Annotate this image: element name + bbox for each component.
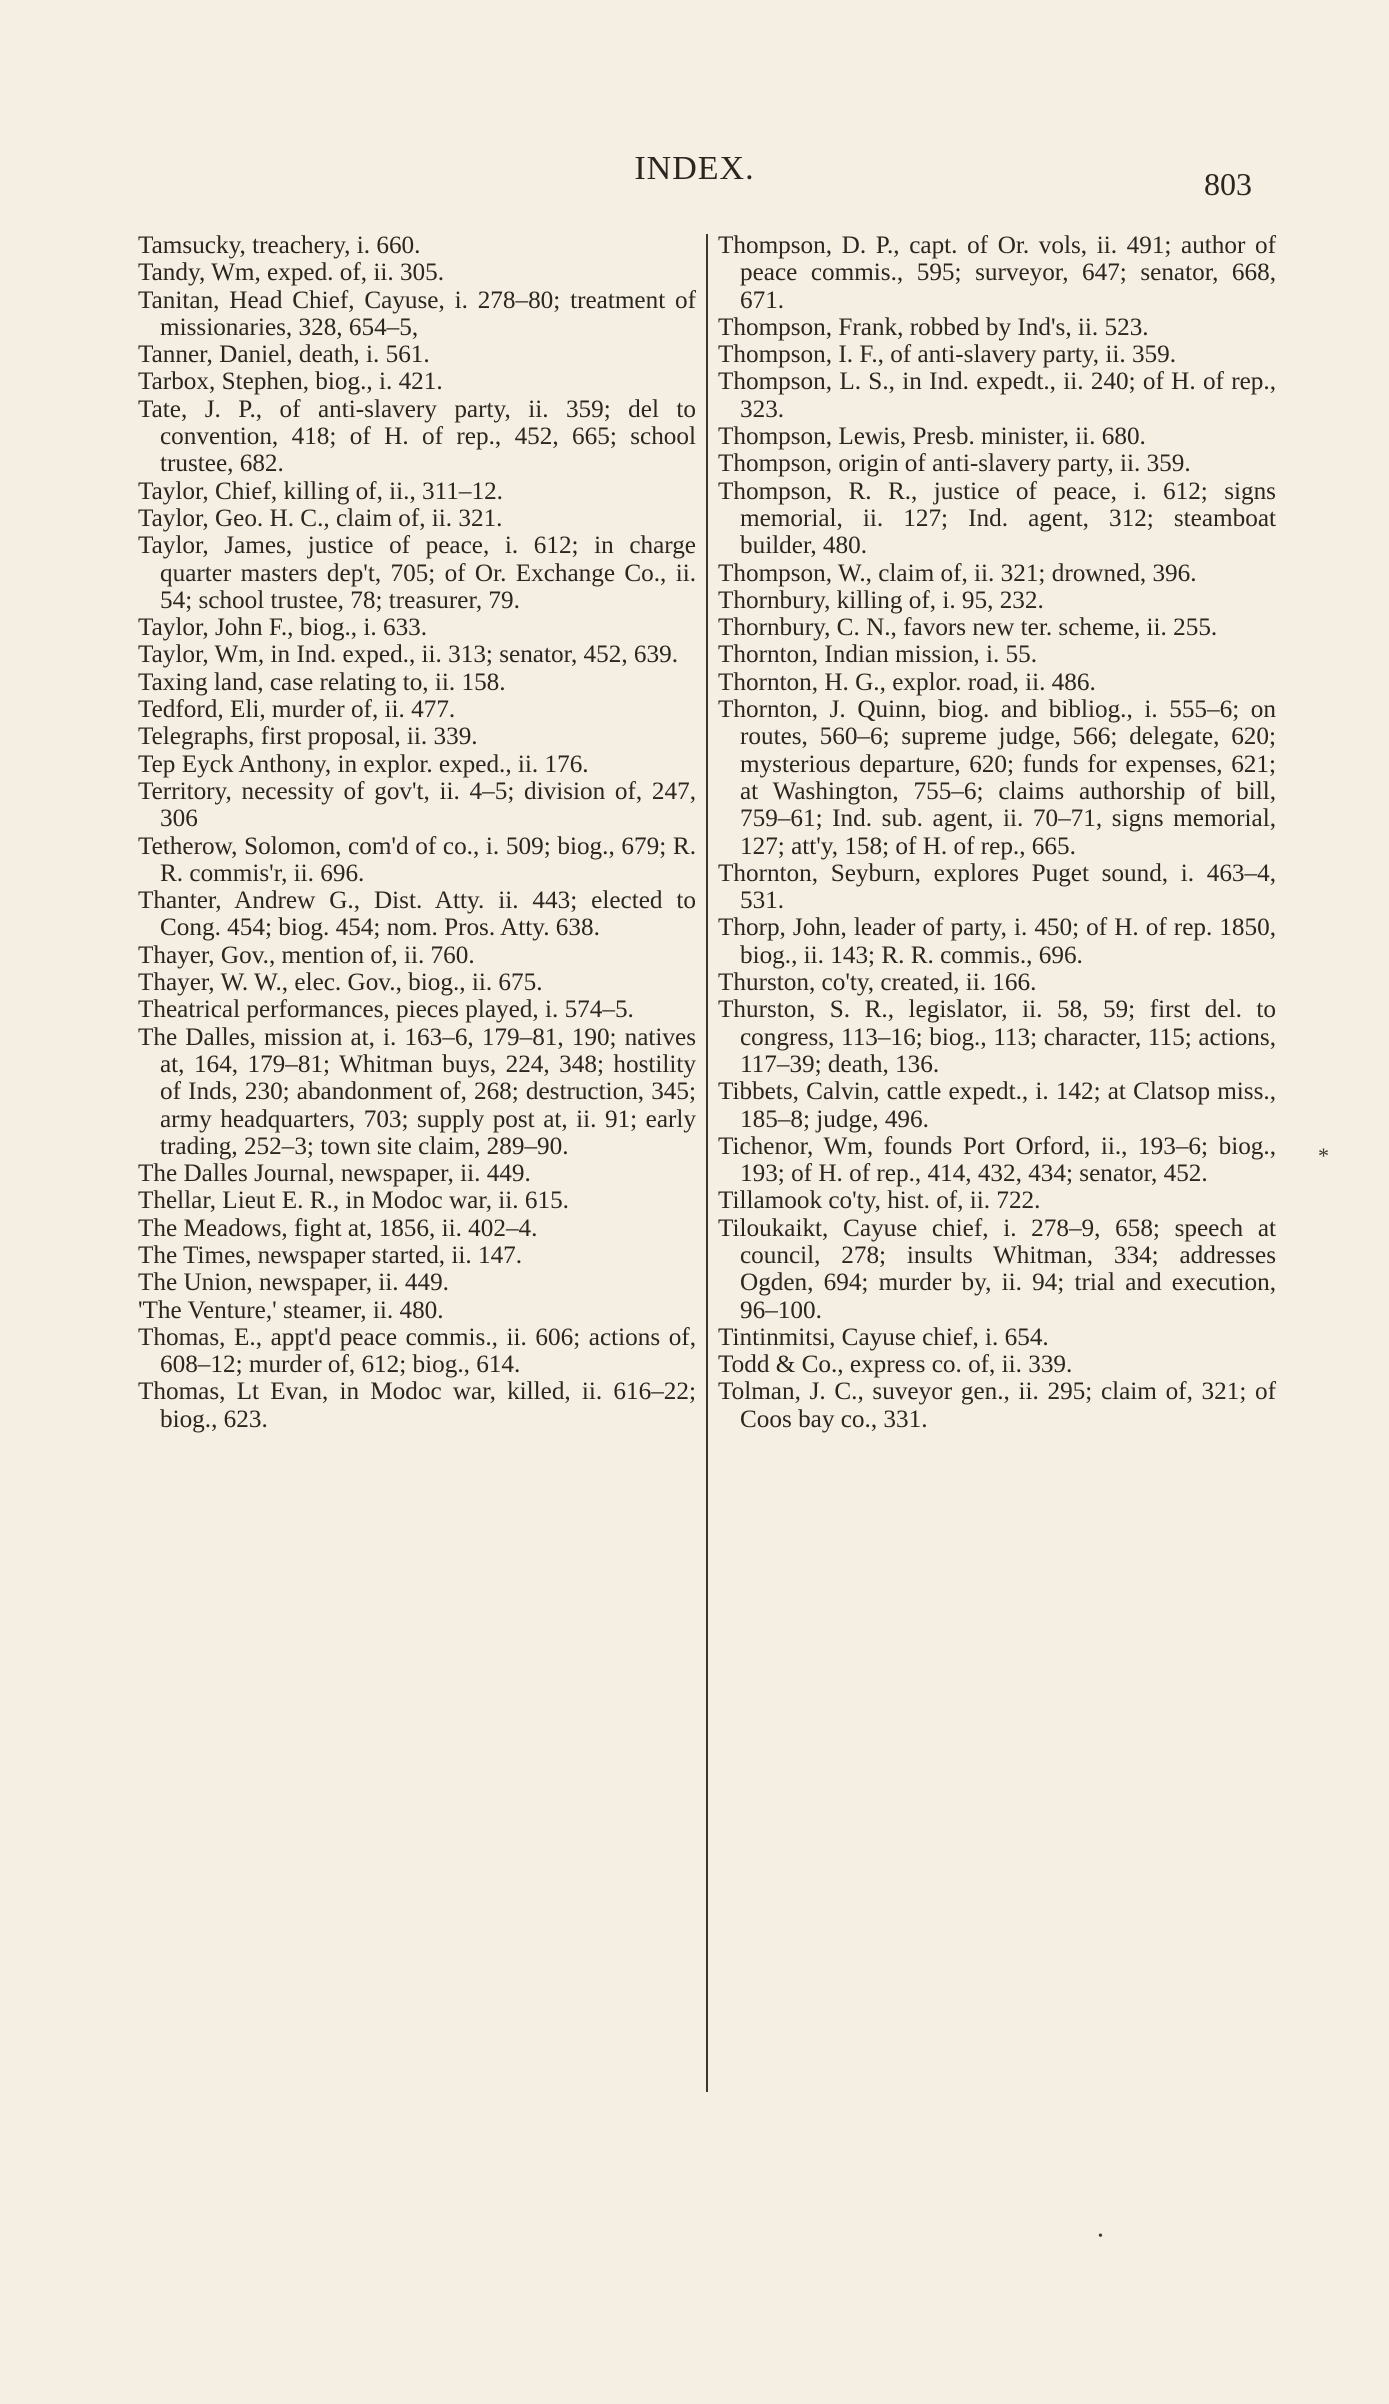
margin-star-mark: * [1318, 1143, 1329, 1168]
right-column [718, 232, 1276, 1433]
index-entry: Thompson, W., claim of, ii. 321; drowned, 396. [718, 559, 1197, 587]
index-entry: Taylor, Chief, killing of, ii., 311–12. [138, 477, 503, 505]
index-entry: Tedford, Eli, murder of, ii. 477. [138, 696, 456, 724]
index-entry: Thomas, E., appt'd peace commis., ii. 606; actions of, 608–12; murder of, 612; biog., 614. [138, 1323, 696, 1379]
stray-dot-mark: • [1098, 2229, 1103, 2244]
index-entry: Taylor, Wm, in Ind. exped., ii. 313; senator, 452, 639. [138, 641, 678, 669]
index-entry: Tichenor, Wm, founds Port Orford, ii., 193–6; biog., 193; of H. of rep., 414, 432, 434; senator, 452. [718, 1132, 1276, 1188]
index-entry: Theatrical performances, pieces played, i. 574–5. [138, 996, 634, 1024]
index-entry: Tillamook co'ty, hist. of, ii. 722. [718, 1187, 1041, 1215]
index-entry: The Dalles Journal, newspaper, ii. 449. [138, 1160, 531, 1188]
index-entry: Thompson, I. F., of anti-slavery party, ii. 359. [718, 341, 1177, 369]
index-entry: Thornbury, killing of, i. 95, 232. [718, 586, 1044, 614]
index-entry: Thomas, Lt Evan, in Modoc war, killed, ii. 616–22; biog., 623. [138, 1378, 696, 1433]
index-entry: The Times, newspaper started, ii. 147. [138, 1241, 523, 1269]
index-entry: Tiloukaikt, Cayuse chief, i. 278–9, 658; speech at council, 278; insults Whitman, 334; addresses Ogden, 694; murder by, ii. 94; trial and execution, 96–100. [718, 1214, 1276, 1324]
index-entry: Tintinmitsi, Cayuse chief, i. 654. [718, 1323, 1049, 1351]
index-entry: Thompson, D. P., capt. of Or. vols, ii. 491; author of peace commis., 595; surveyor, 647; senator, 668, 671. [718, 232, 1276, 314]
index-entry: Thanter, Andrew G., Dist. Atty. ii. 443; elected to Cong. 454; biog. 454; nom. Pros. Atty. 638. [138, 887, 696, 942]
index-entry: The Union, newspaper, ii. 449. [138, 1269, 449, 1297]
index-entry: Telegraphs, first proposal, ii. 339. [138, 723, 478, 751]
index-entry: Thornton, J. Quinn, biog. and bibliog., i. 555–6; on routes, 560–6; supreme judge, 566; delegate, 620; mysterious departure, 620; funds for expenses, 621; at Washington, 755–6; claims authorship of bill, 759–61; Ind. sub. agent, ii. 70–71, signs memorial, 127; att'y, 158; of H. of rep., 665. [718, 696, 1276, 860]
column-divider [706, 234, 708, 2092]
index-entry: Thurston, co'ty, created, ii. 166. [718, 969, 1037, 997]
index-entry: Taxing land, case relating to, ii. 158. [138, 668, 506, 696]
index-entry: Taylor, James, justice of peace, i. 612; in charge quarter masters dep't, 705; of Or. Exchange Co., ii. 54; school trustee, 78; treasurer, 79. [138, 532, 696, 614]
index-entry: Thurston, S. R., legislator, ii. 58, 59; first del. to congress, 113–16; biog., 113; character, 115; actions, 117–39; death, 136. [718, 996, 1276, 1078]
page-number: 803 [1204, 166, 1252, 202]
index-entry: Taylor, Geo. H. C., claim of, ii. 321. [138, 504, 503, 532]
index-entry: Territory, necessity of gov't, ii. 4–5; division of, 247, 306 [138, 777, 696, 833]
index-entry: Thompson, L. S., in Ind. expedt., ii. 240; of H. of rep., 323. [718, 368, 1276, 423]
index-entry: Thellar, Lieut E. R., in Modoc war, ii. 615. [138, 1187, 569, 1215]
index-entry: Tandy, Wm, exped. of, ii. 305. [138, 259, 445, 287]
index-entry: Todd & Co., express co. of, ii. 339. [718, 1351, 1073, 1379]
index-entry: Thompson, R. R., justice of peace, i. 612; signs memorial, ii. 127; Ind. agent, 312; steamboat builder, 480. [718, 477, 1276, 560]
index-entry: Thornton, H. G., explor. road, ii. 486. [718, 668, 1096, 696]
index-entry: Tamsucky, treachery, i. 660. [138, 232, 421, 259]
index-entry: Tarbox, Stephen, biog., i. 421. [138, 368, 443, 396]
index-entry: Tate, J. P., of anti-slavery party, ii. 359; del to convention, 418; of H. of rep., 452, 665; school trustee, 682. [138, 395, 696, 478]
index-entry: Thompson, origin of anti-slavery party, ii. 359. [718, 450, 1191, 478]
index-entry: Thornton, Seyburn, explores Puget sound, i. 463–4, 531. [718, 859, 1276, 915]
index-entry: Thornton, Indian mission, i. 55. [718, 641, 1038, 669]
index-entry: Tetherow, Solomon, com'd of co., i. 509; biog., 679; R. R. commis'r, ii. 696. [138, 832, 696, 887]
index-entry: 'The Venture,' steamer, ii. 480. [138, 1296, 444, 1324]
index-entry: The Meadows, fight at, 1856, ii. 402–4. [138, 1214, 538, 1242]
index-entry: Thayer, W. W., elec. Gov., biog., ii. 675. [138, 969, 543, 997]
index-entry: Tep Eyck Anthony, in explor. exped., ii. 176. [138, 750, 589, 778]
index-entry: Taylor, John F., biog., i. 633. [138, 614, 428, 642]
index-entry: Tanner, Daniel, death, i. 561. [138, 341, 430, 369]
left-column [138, 232, 696, 1433]
index-entry: Tibbets, Calvin, cattle expedt., i. 142; at Clatsop miss., 185–8; judge, 496. [718, 1078, 1276, 1133]
index-entry: The Dalles, mission at, i. 163–6, 179–81, 190; natives at, 164, 179–81; Whitman buys, 224, 348; hostility of Inds, 230; abandonment of, 268; destruction, 345; army headquarters, 703; supply post at, ii. 91; early trading, 252–3; town site claim, 289–90. [138, 1023, 696, 1160]
index-entry: Tanitan, Head Chief, Cayuse, i. 278–80; treatment of missionaries, 328, 654–5, [138, 286, 696, 341]
index-entry: Thompson, Lewis, Presb. minister, ii. 680. [718, 423, 1146, 451]
index-entry: Thompson, Frank, robbed by Ind's, ii. 523. [718, 313, 1149, 341]
index-entry: Thayer, Gov., mention of, ii. 760. [138, 941, 475, 969]
index-entry: Thornbury, C. N., favors new ter. scheme, ii. 255. [718, 614, 1218, 642]
index-entry: Thorp, John, leader of party, i. 450; of H. of rep. 1850, biog., ii. 143; R. R. commis., 696. [718, 914, 1276, 969]
running-head: INDEX. [634, 150, 755, 187]
index-entry: Tolman, J. C., suveyor gen., ii. 295; claim of, 321; of Coos bay co., 331. [718, 1378, 1276, 1433]
